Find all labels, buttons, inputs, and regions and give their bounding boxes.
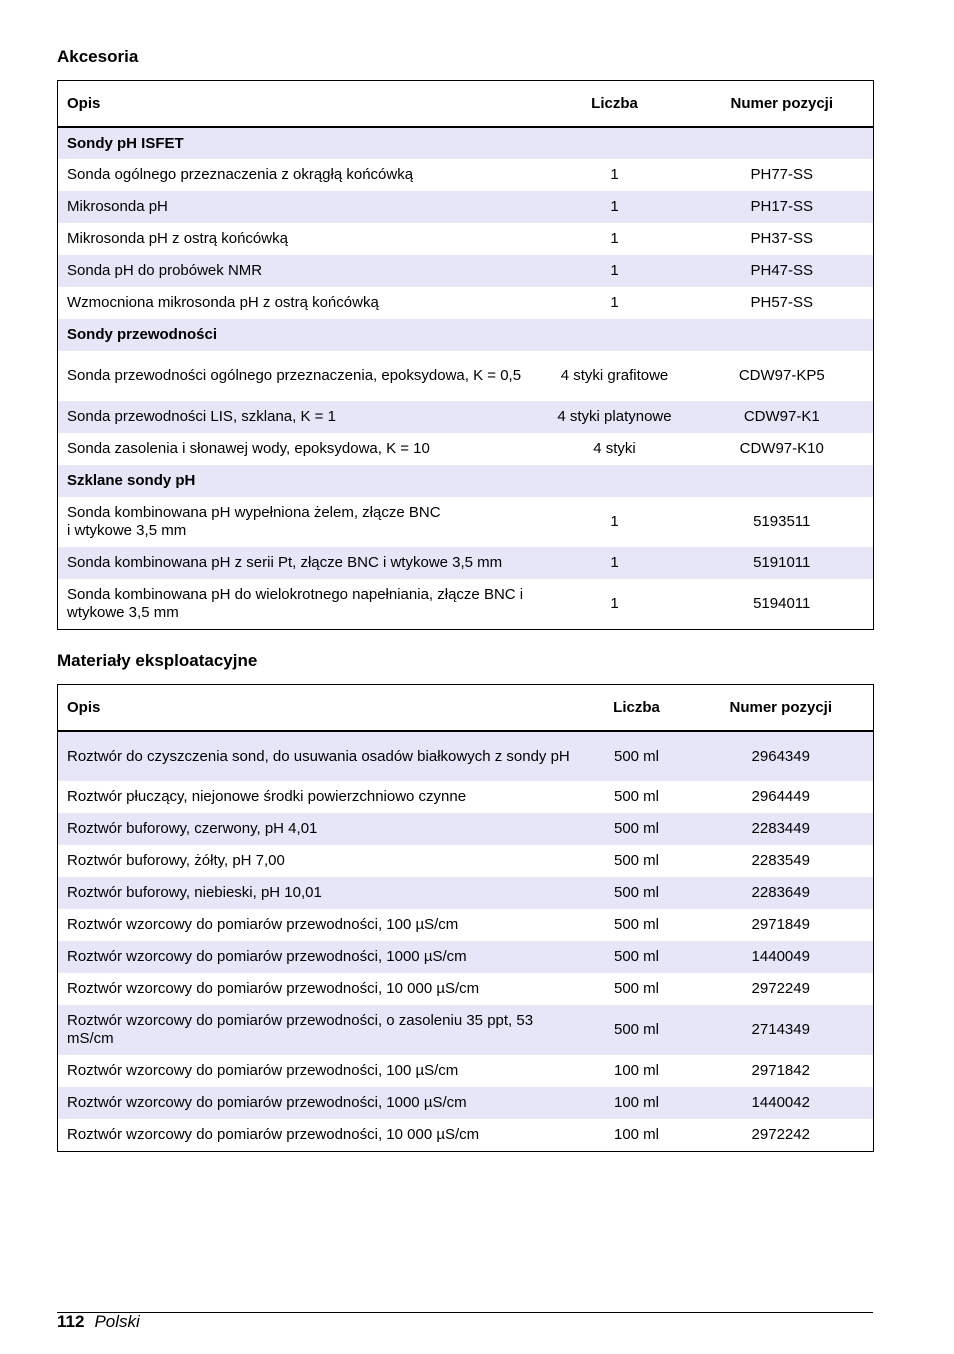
table-row <box>58 813 874 845</box>
cell-description: Sonda pH do probówek NMR <box>67 262 263 279</box>
table-row <box>58 1055 874 1087</box>
cell-description: Sondy pH ISFET <box>67 134 184 152</box>
cell-description: Roztwór wzorcowy do pomiarów przewodności, 10 000 µS/cm <box>67 980 480 997</box>
footer-language: Polski <box>94 1312 140 1331</box>
column-header-item-number: Numer pozycji <box>691 81 874 128</box>
cell-item-number <box>691 319 874 351</box>
cell-description: Wzmocniona mikrosonda pH z ostrą końcówką <box>67 294 379 311</box>
cell-item-number: PH57-SS <box>750 294 814 311</box>
cell-item-number: 1440042 <box>751 1094 810 1111</box>
cell-item-number: 2964349 <box>751 747 810 765</box>
table-row <box>58 781 874 813</box>
cell-quantity: 1 <box>610 554 619 571</box>
table-row <box>58 1119 874 1151</box>
cell-quantity: 500 ml <box>613 916 660 933</box>
cell-item-number: PH77-SS <box>750 166 814 183</box>
cell-item-number: CDW97-K10 <box>739 440 824 457</box>
cell-description: Mikrosonda pH <box>67 198 168 215</box>
column-header-description: Opis <box>58 685 585 732</box>
cell-quantity: 1 <box>610 230 619 247</box>
cell-quantity: 1 <box>610 262 619 279</box>
table-row <box>58 433 874 465</box>
accessories-table-body <box>58 127 874 629</box>
cell-description: Roztwór wzorcowy do pomiarów przewodności, 10 000 µS/cm <box>67 1125 480 1143</box>
cell-description: Mikrosonda pH z ostrą końcówką <box>67 230 288 247</box>
category-row <box>58 319 874 351</box>
cell-item-number: 2714349 <box>751 1021 810 1038</box>
column-header-item-number: Numer pozycji <box>689 685 874 732</box>
cell-description: Sondy przewodności <box>67 326 218 343</box>
table-row <box>58 287 874 319</box>
cell-item-number: 2283449 <box>751 820 810 837</box>
cell-description: Sonda zasolenia i słonawej wody, epoksydowa, K = 10 <box>67 440 430 457</box>
cell-item-number: 5191011 <box>753 554 811 571</box>
cell-item-number: 5193511 <box>753 513 811 530</box>
cell-description: Sonda kombinowana pH wypełniona żelem, złącze BNC i wtykowe 3,5 mm <box>67 504 441 539</box>
cell-item-number: PH37-SS <box>750 230 814 247</box>
cell-description: Roztwór wzorcowy do pomiarów przewodności, 1000 µS/cm <box>67 1094 467 1111</box>
cell-description: Sonda kombinowana pH z serii Pt, złącze BNC i wtykowe 3,5 mm <box>67 554 503 571</box>
table-row <box>58 497 874 547</box>
cell-description: Sonda ogólnego przeznaczenia z okrągłą końcówką <box>67 166 414 183</box>
cell-quantity: 500 ml <box>613 980 660 997</box>
table-row <box>58 351 874 401</box>
cell-description: Sonda przewodności ogólnego przeznaczenia, epoksydowa, K = 0,5 <box>67 367 522 384</box>
cell-quantity: 4 styki grafitowe <box>560 367 669 384</box>
cell-item-number: 2972242 <box>751 1125 810 1143</box>
cell-quantity: 4 styki <box>593 440 636 457</box>
cell-item-number: PH17-SS <box>750 198 814 215</box>
cell-quantity: 1 <box>610 198 619 215</box>
cell-quantity: 500 ml <box>613 820 660 837</box>
table-row <box>58 223 874 255</box>
cell-item-number: PH47-SS <box>750 262 814 279</box>
cell-item-number: 2283549 <box>751 852 810 869</box>
cell-item-number: CDW97-K1 <box>743 408 820 425</box>
cell-quantity: 1 <box>610 166 619 183</box>
category-row <box>58 465 874 497</box>
cell-item-number: 2972249 <box>751 980 810 997</box>
cell-item-number <box>691 127 874 159</box>
cell-item-number: 1440049 <box>751 948 810 965</box>
cell-description: Roztwór buforowy, żółty, pH 7,00 <box>67 852 285 869</box>
cell-item-number: 5194011 <box>753 594 811 612</box>
table-row <box>58 579 874 629</box>
table-header-row <box>58 685 874 732</box>
cell-description: Roztwór do czyszczenia sond, do usuwania osadów białkowych z sondy pH <box>67 747 570 765</box>
table-row <box>58 1087 874 1119</box>
cell-quantity: 1 <box>610 294 619 311</box>
cell-quantity <box>539 465 691 497</box>
category-row <box>58 127 874 159</box>
table-row <box>58 731 874 781</box>
cell-description: Szklane sondy pH <box>67 472 196 489</box>
column-header-quantity: Liczba <box>585 685 689 732</box>
cell-quantity: 4 styki platynowe <box>557 408 672 425</box>
cell-quantity: 500 ml <box>613 948 660 965</box>
cell-item-number: 2971849 <box>751 916 810 933</box>
cell-description: Sonda przewodności LIS, szklana, K = 1 <box>67 408 336 425</box>
cell-description: Roztwór buforowy, czerwony, pH 4,01 <box>67 820 318 837</box>
cell-quantity: 1 <box>610 594 619 612</box>
cell-description: Roztwór buforowy, niebieski, pH 10,01 <box>67 884 322 901</box>
cell-item-number <box>691 465 874 497</box>
cell-item-number: CDW97-KP5 <box>738 367 825 384</box>
cell-item-number: 2971842 <box>751 1062 810 1079</box>
table-row <box>58 159 874 191</box>
consumables-title: Materiały eksploatacyjne <box>57 651 258 670</box>
cell-quantity: 500 ml <box>613 788 660 805</box>
table-row <box>58 191 874 223</box>
page-number: 112 <box>57 1312 85 1331</box>
table-row <box>58 401 874 433</box>
cell-quantity <box>539 127 691 159</box>
consumables-table <box>57 684 874 1152</box>
table-row <box>58 1005 874 1055</box>
consumables-table-body <box>58 731 874 1151</box>
cell-quantity <box>539 319 691 351</box>
table-row <box>58 973 874 1005</box>
cell-quantity: 100 ml <box>613 1125 660 1143</box>
column-header-description: Opis <box>58 81 539 128</box>
table-row <box>58 547 874 579</box>
cell-quantity: 1 <box>610 513 619 530</box>
page-footer <box>57 1312 140 1332</box>
cell-description: Roztwór wzorcowy do pomiarów przewodności, 100 µS/cm <box>67 916 459 933</box>
cell-quantity: 500 ml <box>613 852 660 869</box>
cell-quantity: 100 ml <box>613 1094 660 1111</box>
cell-quantity: 100 ml <box>613 1062 660 1079</box>
accessories-table <box>57 80 874 630</box>
cell-item-number: 2964449 <box>751 788 810 805</box>
cell-description: Sonda kombinowana pH do wielokrotnego napełniania, złącze BNC i wtykowe 3,5 mm <box>67 585 524 621</box>
cell-description: Roztwór wzorcowy do pomiarów przewodności, 100 µS/cm <box>67 1062 459 1079</box>
table-row <box>58 255 874 287</box>
table-header-row <box>58 81 874 128</box>
cell-description: Roztwór płuczący, niejonowe środki powierzchniowo czynne <box>67 788 467 805</box>
cell-quantity: 500 ml <box>613 747 660 765</box>
table-row <box>58 877 874 909</box>
table-row <box>58 845 874 877</box>
cell-description: Roztwór wzorcowy do pomiarów przewodności, 1000 µS/cm <box>67 948 467 965</box>
column-header-quantity: Liczba <box>539 81 691 128</box>
table-row <box>58 909 874 941</box>
cell-quantity: 500 ml <box>613 1021 660 1038</box>
cell-description: Roztwór wzorcowy do pomiarów przewodności, o zasoleniu 35 ppt, 53 mS/cm <box>67 1012 534 1047</box>
accessories-title: Akcesoria <box>57 47 139 66</box>
cell-quantity: 500 ml <box>613 884 660 901</box>
cell-item-number: 2283649 <box>751 884 810 901</box>
table-row <box>58 941 874 973</box>
footer-rule <box>57 1312 873 1313</box>
